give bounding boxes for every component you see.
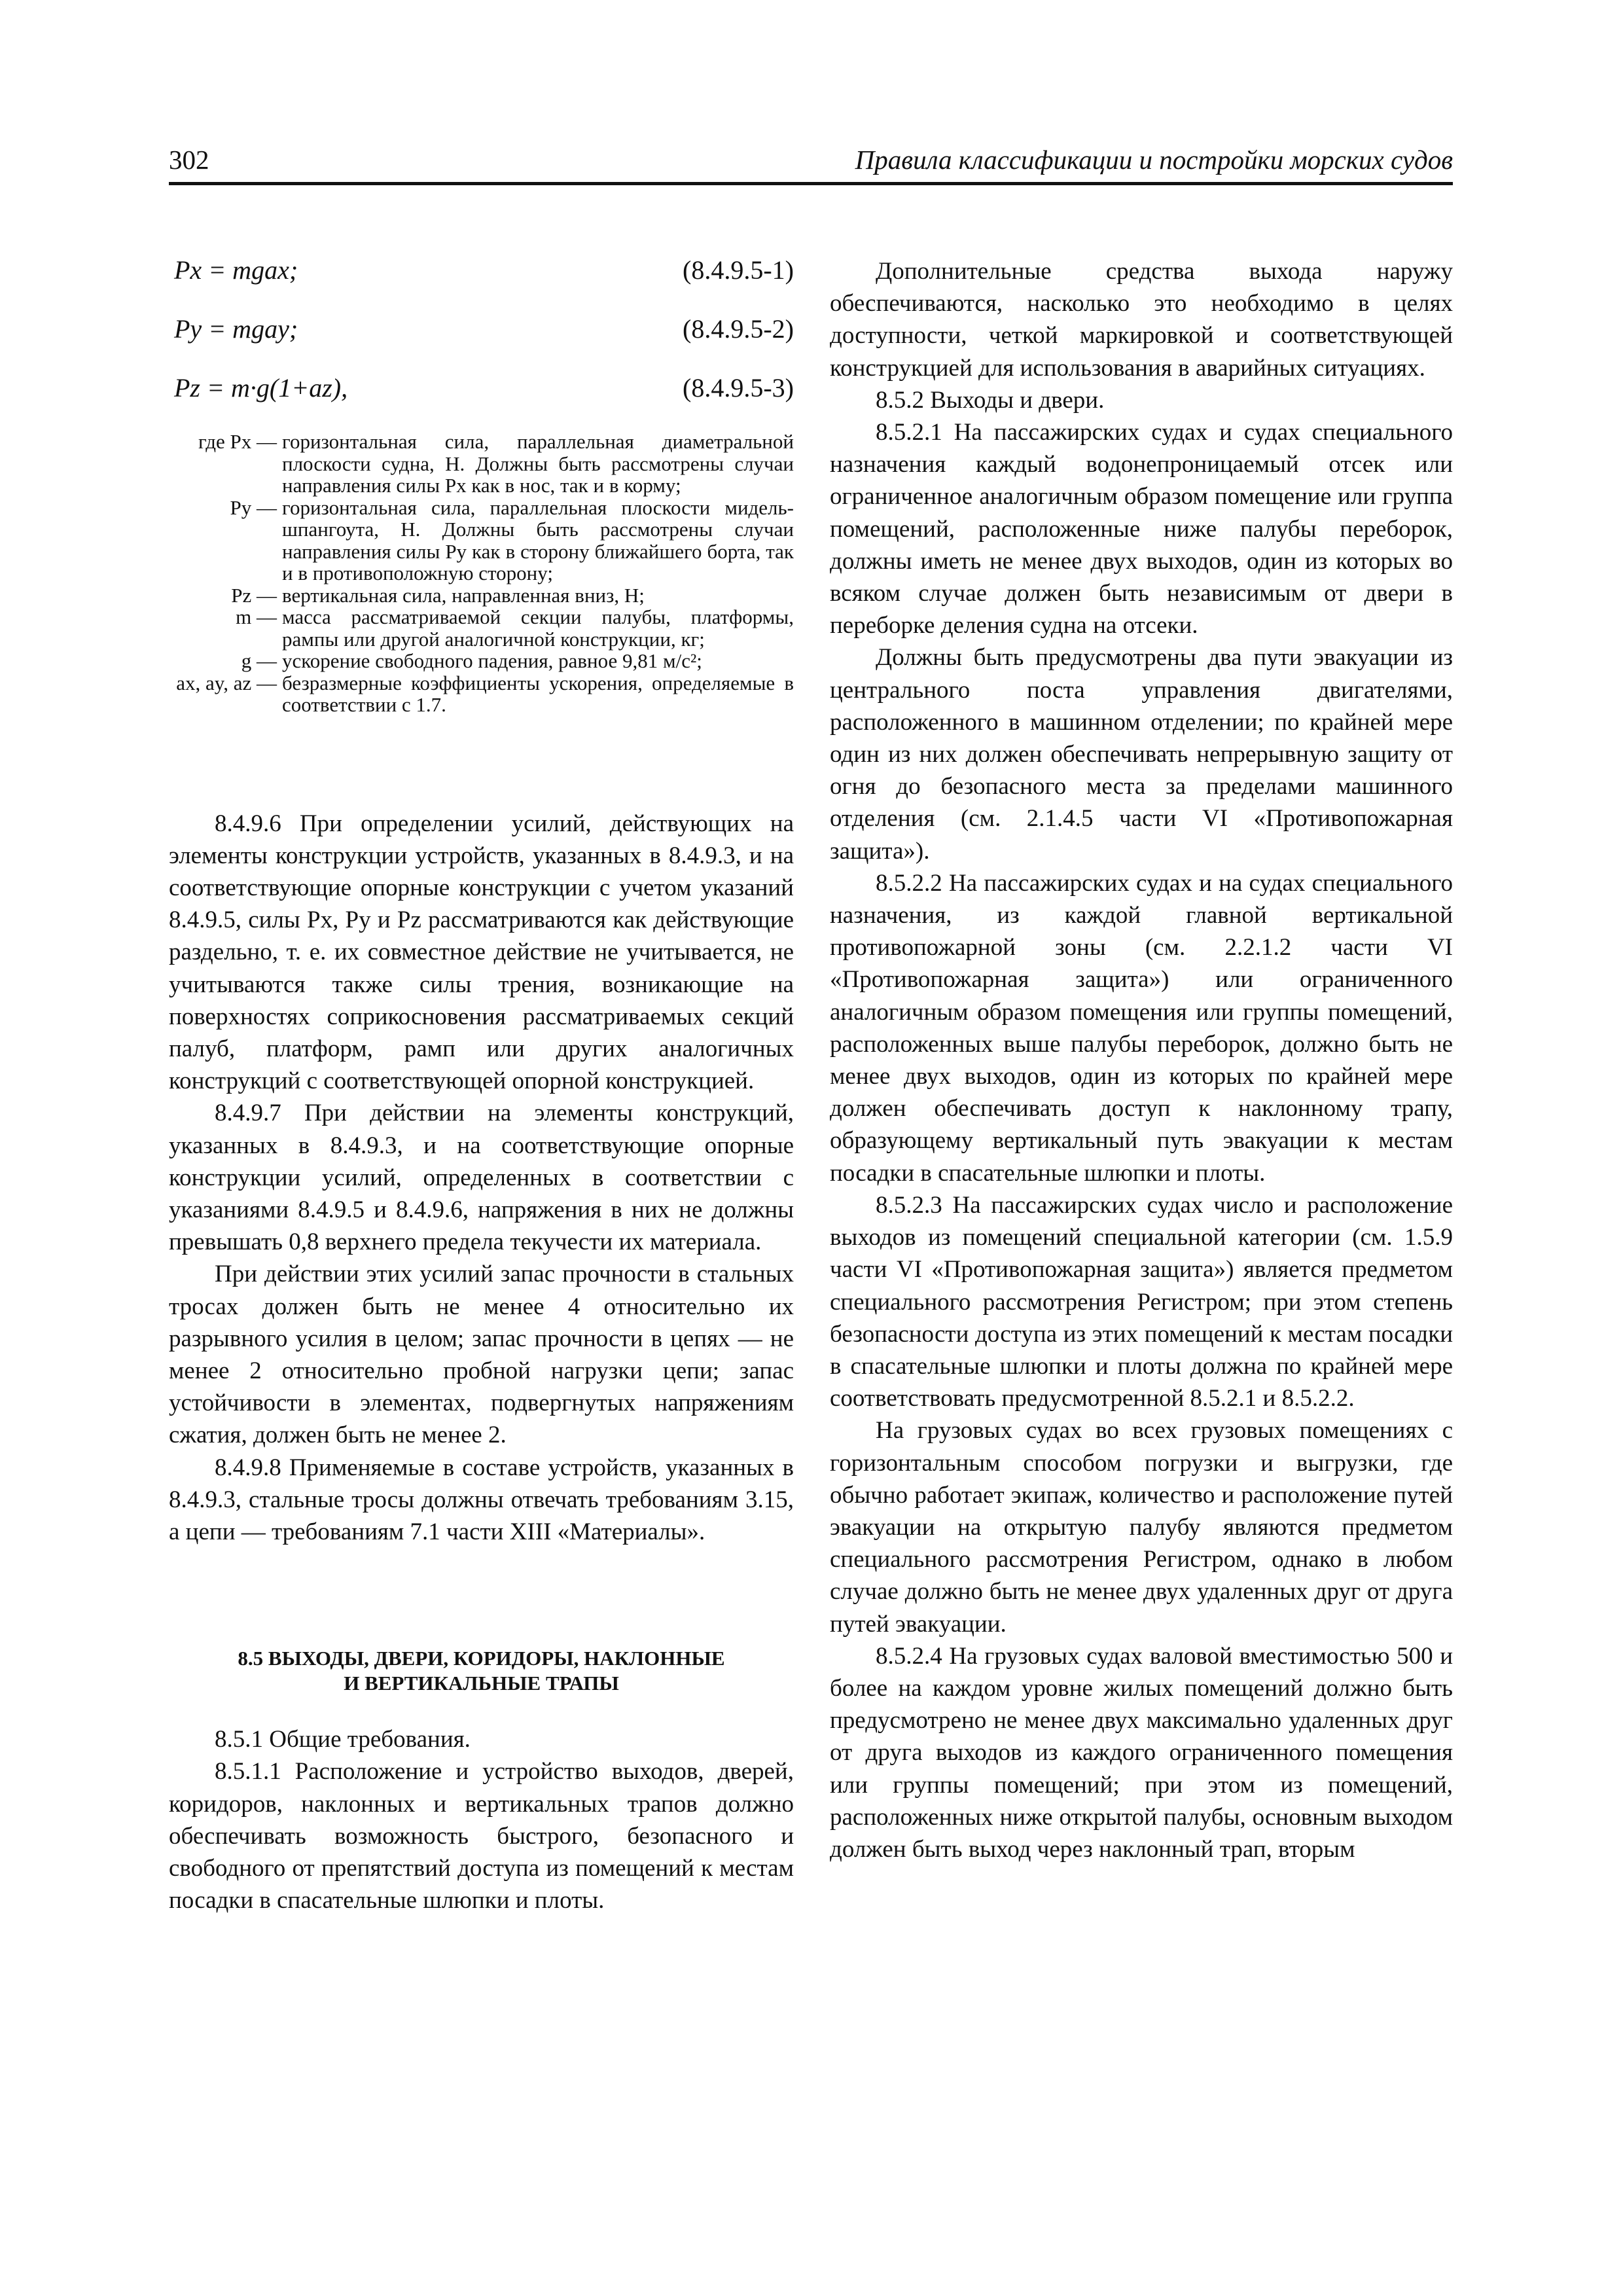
legend-symbol: g — bbox=[241, 649, 277, 672]
formula-number: (8.4.9.5-1) bbox=[683, 255, 794, 285]
legend-item bbox=[169, 584, 794, 607]
running-title: Правила классификации и постройки морских судов bbox=[855, 145, 1453, 175]
right-column bbox=[830, 255, 1453, 1865]
legend-symbol: ax, ay, az — bbox=[176, 671, 277, 694]
paragraph-safety-margin: При действии этих усилий запас прочности в стальных тросах должен быть не менее 4 относительно их разрывного усилия в целом; запас прочности в цепях — не менее 2 относительно пробной нагрузки цепи; запас устойчивости в элементах, подвергнутых напряжениям сжатия, должен быть не менее 2. bbox=[169, 1261, 794, 1449]
formula-number: (8.4.9.5-3) bbox=[683, 373, 794, 403]
formula-number: (8.4.9.5-2) bbox=[683, 314, 794, 344]
legend-description: горизонтальная сила, параллельная плоскости мидель-шпангоута, Н. Должны быть рассмотрены случаи направления силы Py как в сторону ближайшего борта, так и в противоположную сторону; bbox=[282, 495, 794, 584]
legend-description: ускорение свободного падения, равное 9,81 м/с²; bbox=[282, 649, 702, 672]
legend-item bbox=[169, 650, 794, 672]
section-title bbox=[169, 1646, 794, 1696]
paragraph-8522: 8.5.2.2 На пассажирских судах и на судах специального назначения, из каждой главной вертикальной противопожарной зоны (см. 2.2.1.2 части VI «Противопожарная защита») или ограниченного аналогичным образом помещения или группы помещений, расположенных выше палубы переборок, должно быть не менее двух выходов, один из которых по крайней мере должен обеспечивать доступ к наклонному трапу, образующему вертикальный путь эвакуации к местам посадки в спасательные шлюпки и плоты. bbox=[830, 869, 1453, 1187]
legend-symbol: Pz — bbox=[231, 583, 277, 607]
legend-symbol: где Px — bbox=[198, 430, 277, 453]
legend-symbol: m — bbox=[236, 605, 277, 628]
paragraph-8523: 8.5.2.3 На пассажирских судах число и расположение выходов из помещений специальной категории (см. 1.5.9 части VI «Противопожарная защита») является предметом специального рассмотрения Регистром; при этом степень безопасности доступа из этих помещений к местам посадки в спасательные шлюпки и плоты должна по крайней мере соответствовать предусмотренной 8.5.2.1 и 8.5.2.2. bbox=[830, 1191, 1453, 1412]
page-number: 302 bbox=[169, 145, 209, 175]
section-title-line: 8.5 ВЫХОДЫ, ДВЕРИ, КОРИДОРЫ, НАКЛОННЫЕ bbox=[238, 1647, 725, 1670]
paragraph-8497: 8.4.9.7 При действии на элементы конструкций, указанных в 8.4.9.3, и на соответствующие опорные конструкции усилий, определенных в соответствии с указаниями 8.4.9.5 и 8.4.9.6, напряжения в них не должны превышать 0,8 верхнего предела текучести их материала. bbox=[169, 1100, 794, 1256]
formula-legend bbox=[169, 431, 794, 716]
formula-2 bbox=[174, 313, 794, 346]
formula-expression: Px = mgax; bbox=[174, 255, 298, 285]
legend-description: масса рассматриваемой секции палубы, платформы, рампы или другой аналогичной конструкции, кг; bbox=[282, 605, 794, 651]
subsection-heading: 8.5.1 Общие требования. bbox=[215, 1726, 471, 1753]
legend-description: вертикальная сила, направленная вниз, Н; bbox=[282, 583, 645, 607]
page-header bbox=[169, 143, 1453, 185]
paragraph-8511: 8.5.1.1 Расположение и устройство выходов, дверей, коридоров, наклонных и вертикальных трапов должно обеспечивать возможность быстрого, безопасного и свободного от препятствий доступа из помещений к местам посадки в спасательные шлюпки и плоты. bbox=[169, 1758, 794, 1914]
legend-item bbox=[169, 672, 794, 716]
legend-item bbox=[169, 431, 794, 497]
legend-symbol: Py — bbox=[230, 495, 277, 519]
legend-description: безразмерные коэффициенты ускорения, определяемые в соответствии с 1.7. bbox=[282, 671, 794, 716]
formula-1 bbox=[174, 254, 794, 287]
legend-item bbox=[169, 497, 794, 584]
formula-expression: Pz = m·g(1+az), bbox=[174, 373, 348, 403]
legend-item bbox=[169, 606, 794, 650]
subsection-heading: 8.5.2 Выходы и двери. bbox=[876, 386, 1105, 414]
paragraph-cargo-ships-escape: На грузовых судах во всех грузовых помещениях с горизонтальным способом погрузки и выгрузки, где обычно работает экипаж, количество и расположение путей эвакуации на открытую палубу являются предметом специального рассмотрения Регистром, однако в любом случае должно быть не менее двух удаленных друг от друга путей эвакуации. bbox=[830, 1417, 1453, 1638]
paragraph-additional-means: Дополнительные средства выхода наружу обеспечиваются, насколько это необходимо в целях доступности, четкой маркировкой и соответствующей конструкцией для использования в аварийных ситуациях. bbox=[830, 258, 1453, 382]
formula-expression: Py = mgay; bbox=[174, 314, 298, 344]
section-title-line: И ВЕРТИКАЛЬНЫЕ ТРАПЫ bbox=[344, 1672, 619, 1695]
formula-3 bbox=[174, 372, 794, 404]
paragraph-8521: 8.5.2.1 На пассажирских судах и судах специального назначения каждый водонепроницаемый отсек или ограниченное аналогичным образом помещение или группа помещений, расположенные ниже палубы переборок, должны иметь не менее двух выходов, один из которых во всяком случае должен быть независимым от двери в переборке деления судна на отсеки. bbox=[830, 419, 1453, 639]
legend-description: горизонтальная сила, параллельная диаметральной плоскости судна, Н. Должны быть рассмотрены случаи направления силы Px как в нос, так и в корму; bbox=[282, 430, 794, 497]
paragraph-8524: 8.5.2.4 На грузовых судах валовой вместимостью 500 и более на каждом уровне жилых помещений должно быть предусмотрено не менее двух максимально удаленных друг от друга выходов из каждого ограниченного помещения или группы помещений; при этом из помещений, расположенных ниже открытой палубы, основным выходом должен быть выход через наклонный трап, вторым bbox=[830, 1642, 1453, 1863]
paragraph-8498: 8.4.9.8 Применяемые в составе устройств, указанных в 8.4.9.3, стальные тросы должны отвечать требованиям 3.15, а цепи — требованиям 7.1 части XIII «Материалы». bbox=[169, 1454, 794, 1545]
left-column bbox=[169, 254, 794, 1916]
paragraph-8496: 8.4.9.6 При определении усилий, действующих на элементы конструкции устройств, указанных в 8.4.9.3, и на соответствующие опорные конструкции с учетом указаний 8.4.9.5, силы Px, Py и Pz рассматриваются как действующие раздельно, т. е. их совместное действие не учитывается, не учитываются также силы трения, возникающие на поверхностях соприкосновения рассматриваемых секций палуб, платформ, рамп или других аналогичных конструкций с соответствующей опорной конструкцией. bbox=[169, 810, 794, 1095]
paragraph-engine-control-escape: Должны быть предусмотрены два пути эвакуации из центрального поста управления двигателями, расположенного в машинном отделении; по крайней мере один из них должен обеспечивать непрерывную защиту от огня до безопасного места за пределами машинного отделения (см. 2.1.4.5 части VI «Противопожарная защита»). bbox=[830, 644, 1453, 865]
